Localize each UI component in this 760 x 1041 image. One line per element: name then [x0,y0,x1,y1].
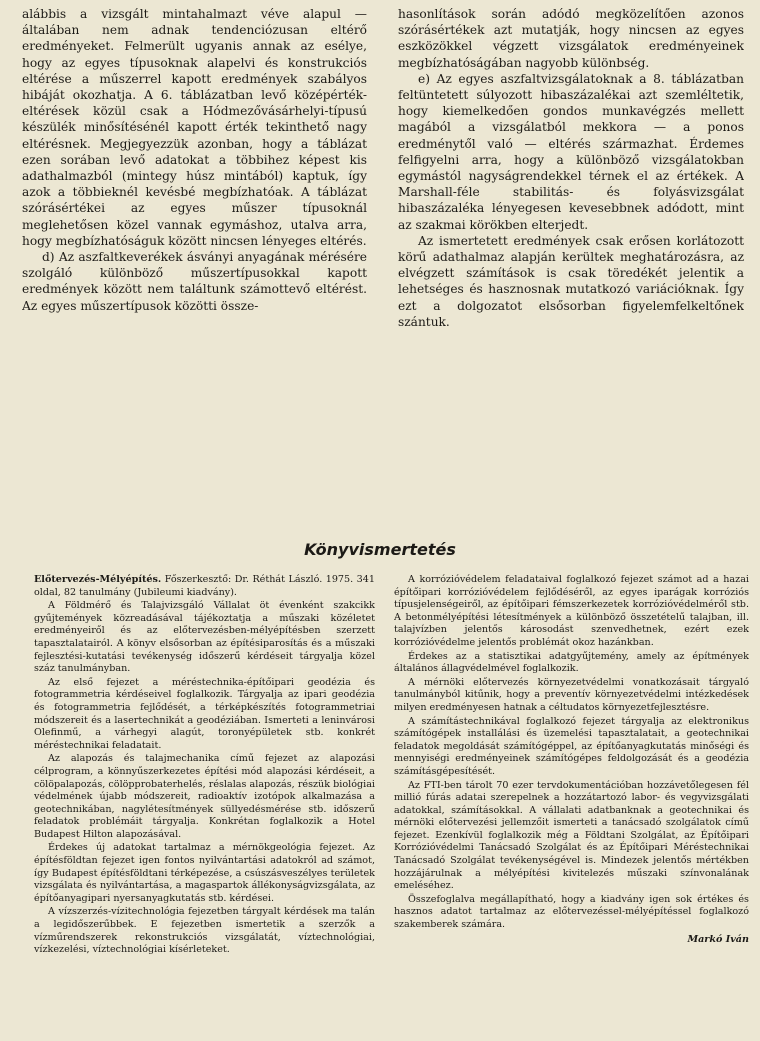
top-right-column [398,6,744,330]
reviewer-signature: Markó Iván [687,933,749,945]
paragraph: Az alapozás és talajmechanika című fejezet az alapozási célprogram, a könnyűszerkezetes építési mód alapozási kérdéseit, a cölöpalapozás, cölöpprobaterhelés, réslalas alapozás, részük biológiai védelmének újabb módszereit, radioaktív izotópok alkalmazása a geotechnikában, nagylétesítmények süllyedésmérése stb. időszerű feladatok problémáit tárgyalja. Konkrétan foglalkozik a Hotel Budapest Hilton alapozásával. [34,753,375,840]
review-right-column [394,574,749,946]
paragraph: d) Az aszfaltkeverékek ásványi anyagának mérésére szolgáló különböző műszertípusokkal kapott eredmények között nem találtunk számottevő eltérést. Az egyes műszertípusok közötti össze- [22,250,367,313]
paragraph: Érdekes az a statisztikai adatgyűjtemény, amely az építmények általános állagvédelmével foglalkozik. [394,650,749,675]
paragraph: Az ismertetett eredmények csak erősen korlátozott körű adathalmaz alapján kerültek meghatározásra, az elvégzett számítások is csak töredékét jelentik a lehetséges és hasznosnak mutatkozó variációknak. Így ezt a dolgozatot elsősorban figyelemfelkeltőnek szántuk. [398,233,744,329]
review-heading-paragraph [34,574,375,599]
review-left-column [34,574,375,958]
paragraph: A Földmérő és Talajvizsgáló Vállalat öt évenként szakcikk gyűjtemények közreadásával tájékoztatja a műszaki közéletet eredményeiről és az előtervezésben-mélyépítésben szerzett tapasztalatairól. A könyv elsősorban az építésiparosítás és a műszaki fejlesztési-kutatási tevékenység időszerű kérdéseit tárgyalja közel száz tanulmányban. [34,600,375,675]
paragraph: A korrózióvédelem feladataival foglalkozó fejezet számot ad a hazai építőipari korrózióvédelem fejlődéséről, az egyes iparágak korróziós típusjelenségeiről, az építőipari fémszerkezetek korrózióvédelméről stb. A betonmélyépítési létesítmények a különböző összetételű talajban, ill. talajvízben jelentős károsodást szenvedhetnek, ezért ezek korrózióvédelme jelentős problémát okoz hazánkban. [394,574,749,648]
paragraph: Érdekes új adatokat tartalmaz a mérnökgeológia fejezet. Az építésföldtan fejezet igen fontos nyilvántartási adatokról ad számot, így Budapest építésföldtani térképezése, a csúszásveszélyes területek vizsgálata és nyilvántartása, a magaspartok állékonyságvizsgálata, az építőanyagipari nyersanyagkutatás stb. kérdései. [34,842,375,904]
paragraph: Összefoglalva megállapítható, hogy a kiadvány igen sok értékes és hasznos adatot tartalmaz az előtervezéssel-mélyépítéssel foglalkozó szakemberek számára. [394,893,749,931]
top-left-column [22,6,367,314]
paragraph: hasonlítások során adódó megközelítően azonos szórásértékek azt mutatják, hogy nincsen az egyes eszközökkel végzett vizsgálatok eredményeinek megbízhatóságában nagyobb különbség. [398,7,744,70]
paragraph: Az FTI-ben tárolt 70 ezer tervdokumentációban hozzávetőlegesen fél millió fúrás adatai szerepelnek a hozzátartozó labor- és vegyvizsgálati adatokkal, számításokkal. A vállalati adatbanknak a geotechnikai és mérnöki előtervezési jellemzőit ismerteti a tanácsadó szolgálatok című fejezet. Ezenkívül foglalkozik még a Földtani Szolgálat, az Építőipari Korrózióvédelmi Tanácsadó Szolgálat és az Építőipari Méréstechnikai Tanácsadó Szolgálat tevékenységével is. Mindezek jelentős mértékben hozzájárulnak a mélyépítési kivitelezés műszaki színvonalának emeléséhez. [394,779,749,892]
paragraph: A számítástechnikával foglalkozó fejezet tárgyalja az elektronikus számítógépek installálási és üzemelési tapasztalatait, a geotechnikai feladatok megoldását számítógéppel, az építőanyagkutatás minőségi és mennyiségi eredményeinek számítógépes feldolgozását és a geodézia számításgépesítését. [394,715,749,777]
book-details: Főszerkesztő: Dr. Réthát László. 1975. 341 oldal, 82 tanulmány (Jubileumi kiadvány). [34,574,375,598]
paragraph: A vízszerzés-vízitechnológia fejezetben tárgyalt kérdések ma talán a legidőszerűbbek. E fejezetben ismertetik a szerzők a vízműrendszerek rekonstrukciós vizsgálatát, víztechnológiai, vízkezelési, víztechnológiai kísérleteket. [34,906,375,956]
book-title: Előtervezés-Mélyépítés. [34,574,162,585]
paragraph: alábbis a vizsgált mintahalmazt véve alapul — általában nem adnak tendenciózusan eltérő eredményeket. Felmerült ugyanis annak az esélye, hogy az egyes típusoknak alapelvi és konstrukciós eltérése a műszerrel kapott eredmények szabályos hibáját okozhatja. A 6. táblázatban levő középérték-eltérések közül csak a Hódmezővásárhelyi-típusú készülék minősítésénél kapott érték tekinthető nagy eltérésnek. Megjegyezzük azonban, hogy a táblázat ezen sorában levő adatokat a többihez képest kis adathalmazból (mintegy húsz mintából) kaptuk, így azok a többieknél kevésbé megbízhatóak. A táblázat szórásértékei az egyes műszer típusoknál meglehetősen közel vannak egymáshoz, utalva arra, hogy megbízhatóságuk között nincsen lényeges eltérés. [22,7,367,248]
paragraph: Az első fejezet a méréstechnika-építőipari geodézia és fotogrammetria kérdéseivel foglalkozik. Tárgyalja az ipari geodézia és fotogrammetria fejlődését, a térképkészítés fotogrammetriai módszereit és a lasertechnikát a geodéziában. Ismerteti a leninvárosi Olefinmű, a várhegyi alagút, toronyépületek stb. konkrét méréstechnikai feladatait. [34,676,375,751]
paragraph: A mérnöki előtervezés környezetvédelmi vonatkozásait tárgyaló tanulmányból kitűnik, hogy a preventív környezetvédelmi intézkedések milyen eredményesen hatnak a céltudatos környezetfejlesztésre. [394,676,749,713]
paragraph: e) Az egyes aszfaltvizsgálatoknak a 8. táblázatban feltüntetett súlyozott hibaszázalékai azt szemléltetik, hogy kiemelkedően gondos munkavégzés mellett magából a vizsgálatból mekkora — a ponos eredménytől való — eltérés származhat. Érdemes felfigyelni arra, hogy a különböző vizsgálatokban egymástól nagyságrendekkel térnek el az értékek. A Marshall-féle stabilitás- és folyásvizsgálat hibaszázaléka lényegesen kevesebbnek adódott, mint az szakmai körökben elterjedt. [398,71,744,232]
section-title: Könyvismertetés [304,540,456,559]
